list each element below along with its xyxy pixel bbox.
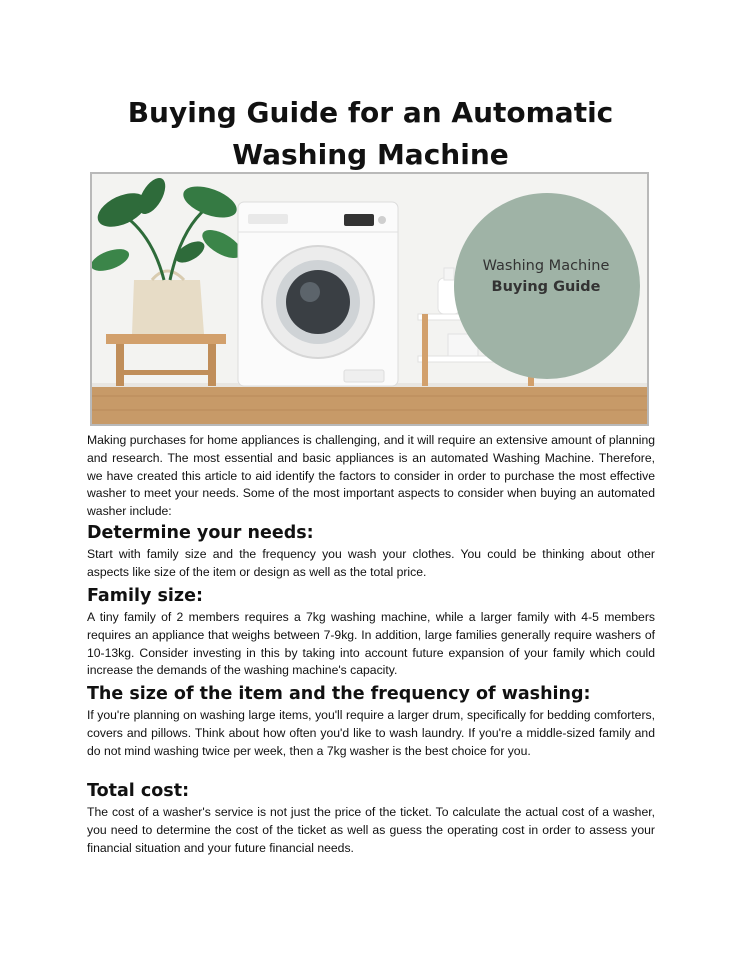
washer-icon <box>238 202 398 386</box>
page-title: Buying Guide for an Automatic Washing Machine <box>127 96 614 171</box>
badge-line-2: Buying Guide <box>491 279 601 295</box>
hero-badge <box>446 258 646 295</box>
section-text-family-size: A tiny family of 2 members requires a 7kg washing machine, while a larger family with 4-5 members requires an appliance that weighs between 7-9kg. In addition, large families generally require washers of 10-13kg. Consider investing in this by taking into account future expansion of your family which could increase the demands of the washing machine's capacity. <box>87 610 655 678</box>
washing-machine-illustration <box>92 174 647 424</box>
section-heading-family-size: Family size: <box>87 586 203 606</box>
intro-paragraph: Making purchases for home appliances is challenging, and it will require an extensive amount of planning and research. The most essential and basic appliances is an automated Washing Machine. Therefore, we have created this article to aid identify the factors to consider in order to purchase the most effective washer to meet your needs. Some of the most important aspects to consider when buying an automated washer include: <box>87 433 655 519</box>
section-text-total-cost: The cost of a washer's service is not just the price of the ticket. To calculate the actual cost of a washer, you need to determine the cost of the ticket as well as guess the operating cost in order to assess your financial situation and your future financial needs. <box>87 805 655 855</box>
section-heading-total-cost: Total cost: <box>87 781 190 801</box>
section-heading-needs: Determine your needs: <box>87 523 314 543</box>
badge-line-1: Washing Machine <box>482 258 610 274</box>
section-heading-item-size: The size of the item and the frequency of washing: <box>87 684 591 704</box>
section-text-needs: Start with family size and the frequency you wash your clothes. You could be thinking about other aspects like size of the item or design as well as the total price. <box>87 547 655 579</box>
hero-image <box>90 172 649 426</box>
section-text-item-size: If you're planning on washing large items, you'll require a larger drum, specifically for bedding comforters, covers and pillows. Think about how often you'd like to wash laundry. If you're a middle-sized family and do not mind washing twice per week, then a 7kg washer is the best choice for you. <box>87 708 655 758</box>
